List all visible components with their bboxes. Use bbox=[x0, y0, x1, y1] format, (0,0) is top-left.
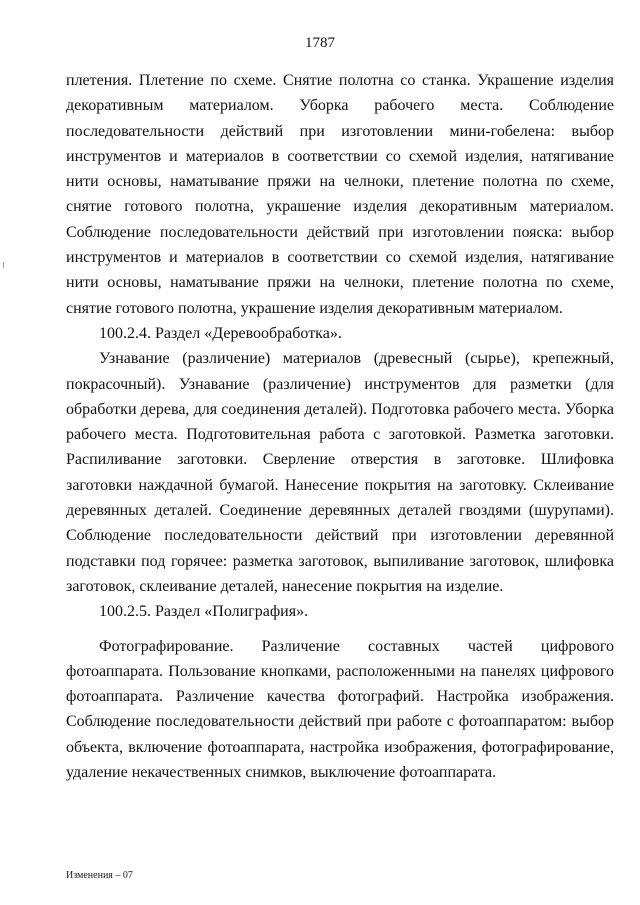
document-body bbox=[66, 68, 614, 785]
paragraph-photography: Фотографирование. Различение составных частей цифрового фотоаппарата. Пользование кнопками, расположенными на панелях цифрового фотоаппарата. Различение качества фотографий. Настройка изображения. Соблюдение последовательности действий при работе с фотоаппаратом: выбор объекта, включение фотоаппарата, настройка изображения, фотографирование, удаление некачественных снимков, выключение фотоаппарата. bbox=[66, 637, 614, 782]
footer-revision-note: Изменения – 07 bbox=[66, 870, 133, 881]
section-heading-woodworking: 100.2.4. Раздел «Деревообработка». bbox=[99, 324, 342, 342]
section-heading-printing: 100.2.5. Раздел «Полиграфия». bbox=[99, 603, 309, 621]
paragraph-woodworking: Узнавание (различение) материалов (древесный (сырье), крепежный, покрасочный). Узнавание (различение) инструментов для разметки (для обработки дерева, для соединения деталей). Подготовка рабочего места. Уборка рабочего места. Подготовительная работа с заготовкой. Разметка заготовки. Распиливание заготовки. Сверление отверстия в заготовке. Шлифовка заготовки наждачной бумагой. Нанесение покрытия на заготовку. Склеивание деревянных деталей. Соединение деревянных деталей гвоздями (шурупами). Соблюдение последовательности действий при изготовлении деревянной подставки под горячее: разметка заготовок, выпиливание заготовок, шлифовка заготовок, склеивание деталей, нанесение покрытия на изделие. bbox=[66, 350, 614, 595]
page-number: 1787 bbox=[305, 35, 335, 51]
paragraph-weaving-continued: плетения. Плетение по схеме. Снятие полотна со станка. Украшение изделия декоративным материалом. Уборка рабочего места. Соблюдение последовательности действий при изготовлении мини-гобелена: выбор инструментов и материалов в соответствии со схемой изделия, натягивание нити основы, наматывание пряжи на челноки, плетение полотна по схеме, снятие готового полотна, украшение изделия декоративным материалом. Соблюдение последовательности действий при изготовлении пояска: выбор инструментов и материалов в соответствии со схемой изделия, натягивание нити основы, наматывание пряжи на челноки, плетение полотна по схеме, снятие готового полотна, украшение изделия декоративным материалом. bbox=[66, 72, 614, 317]
margin-mark bbox=[3, 262, 4, 268]
